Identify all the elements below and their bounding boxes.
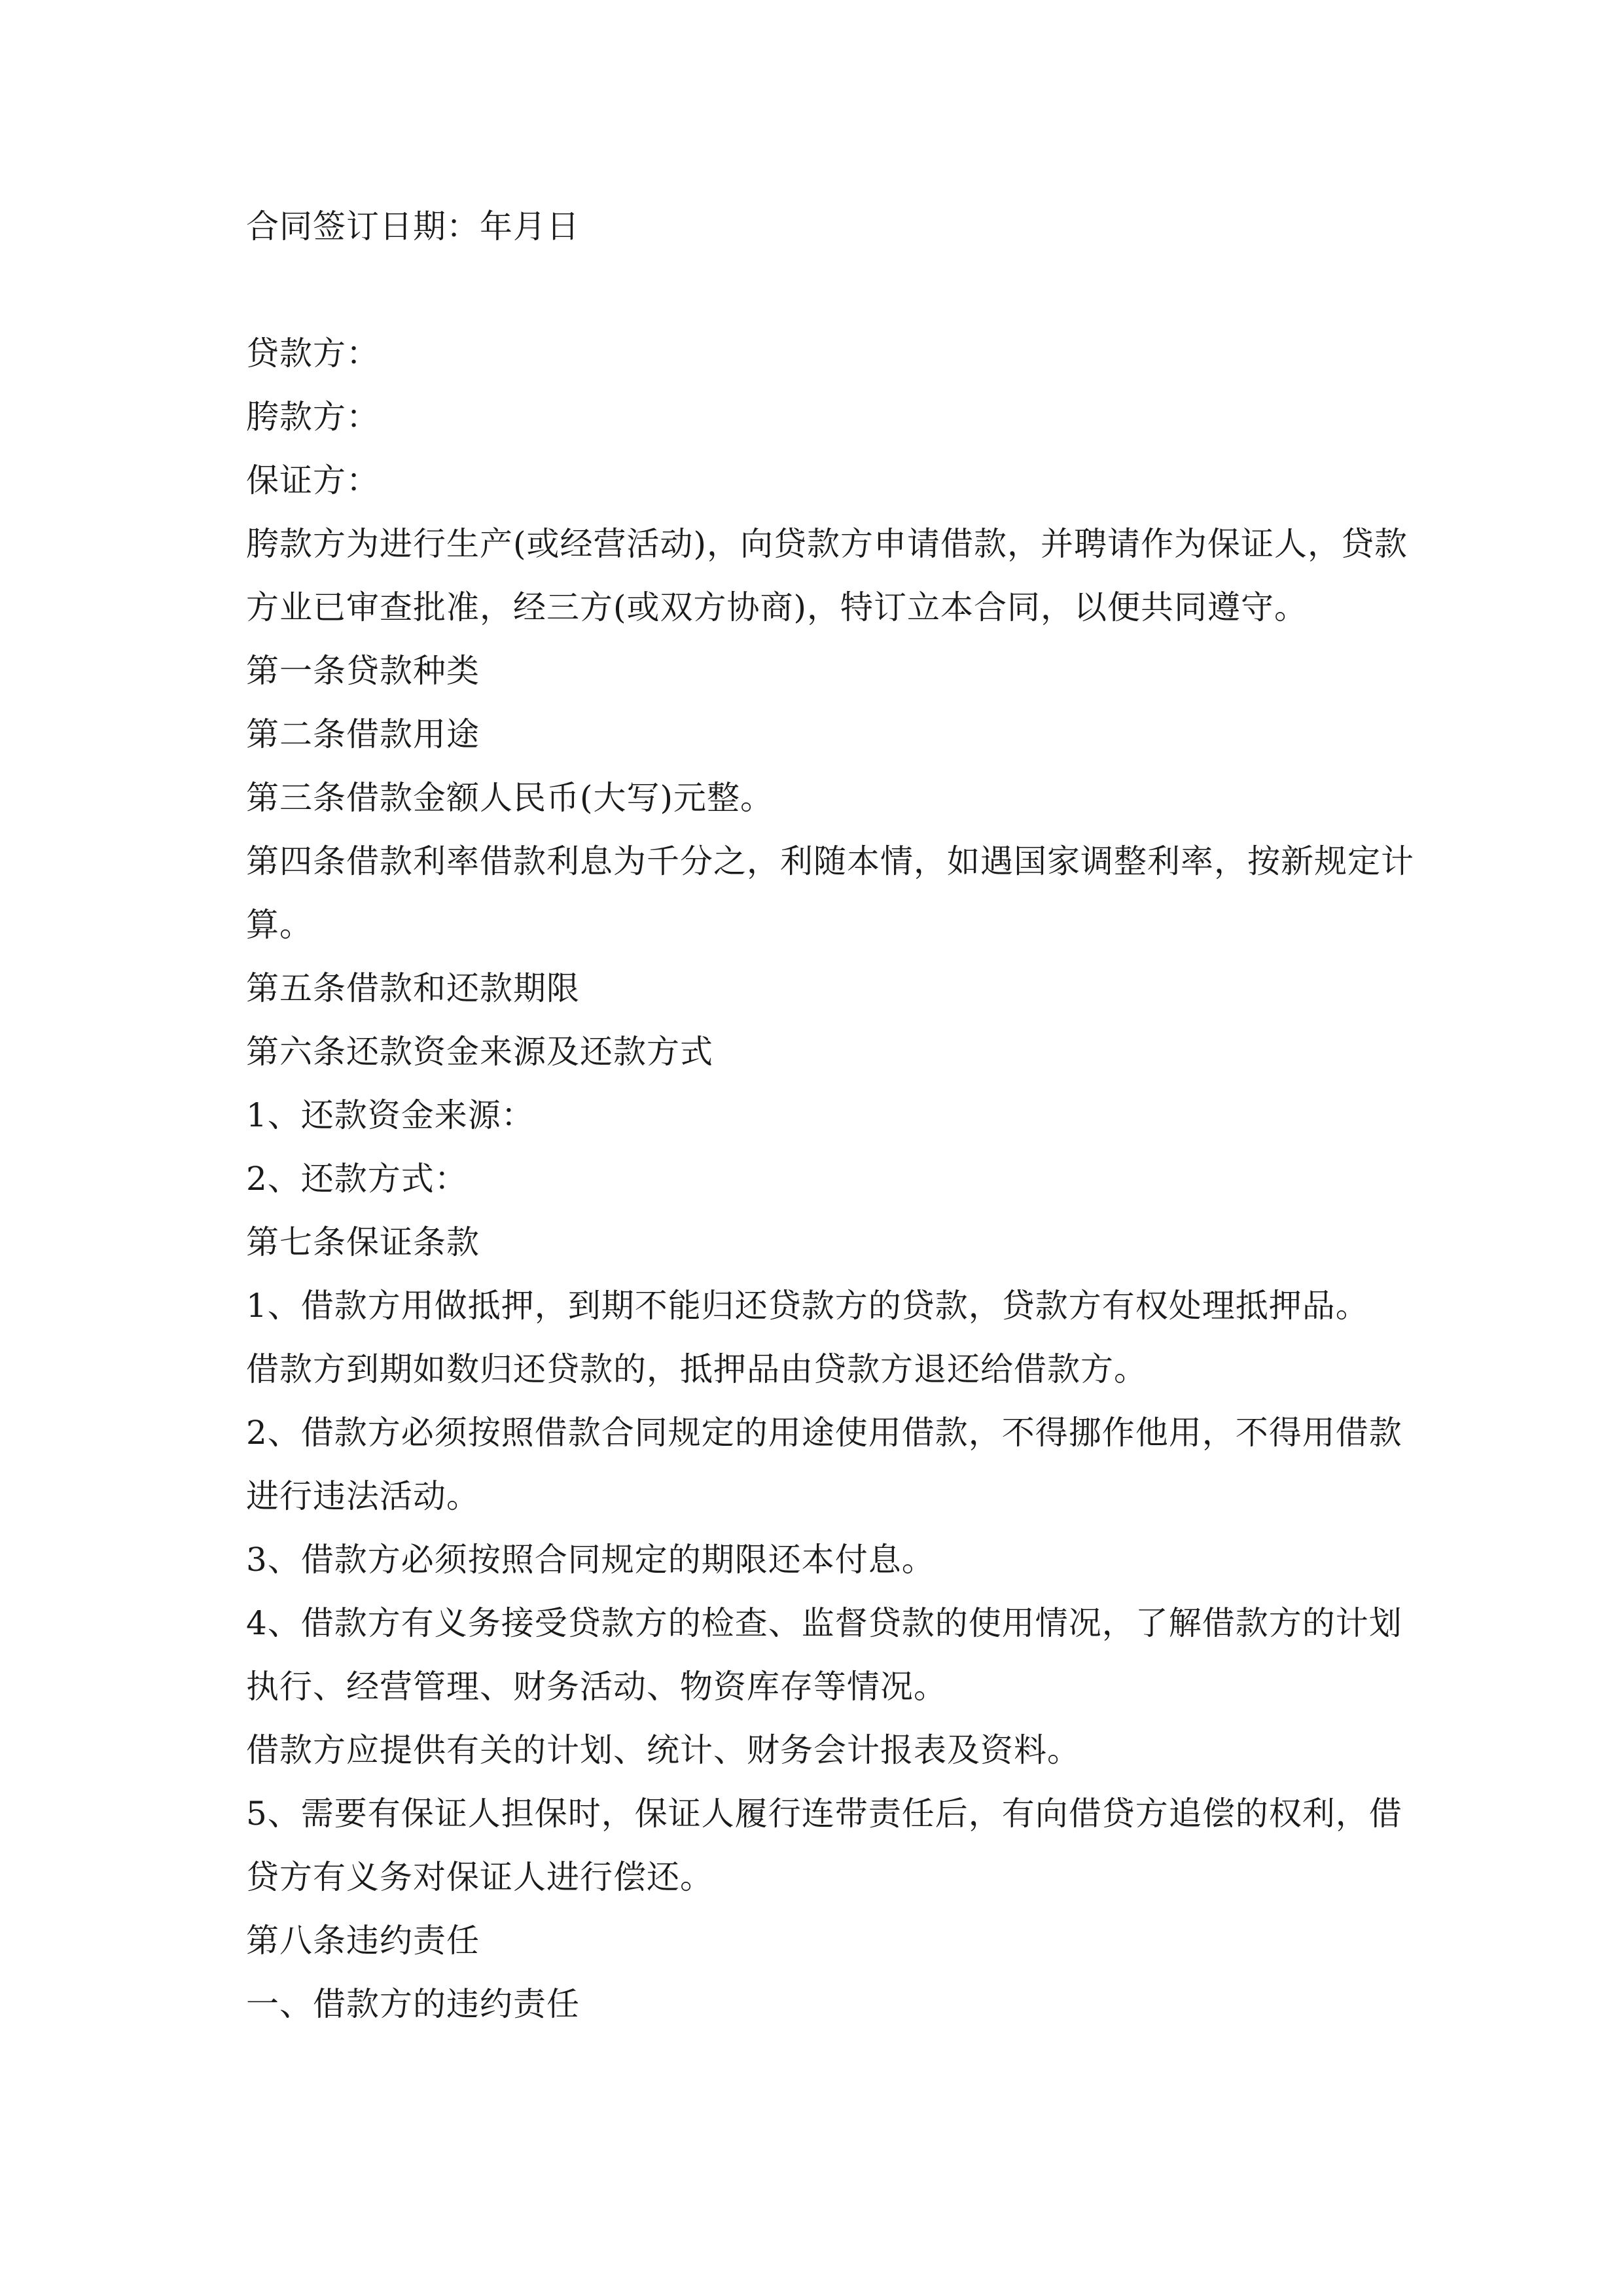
guarantor-line: 保证方： [246, 461, 380, 499]
preamble-line-1: 胯款方为进行生产(或经营活动)，向贷款方申请借款，并聘请作为保证人，贷款 [246, 525, 1408, 563]
guarantee-item-1-line-1: 1、借款方用做抵押，到期不能归还贷款方的贷款，贷款方有权处理抵押品。 [246, 1287, 1369, 1325]
guarantee-item-5-line-1: 5、需要有保证人担保时，保证人履行连带责任后，有向借贷方追偿的权利，借 [246, 1795, 1402, 1833]
preamble-line-2: 方业已审查批准，经三方(或双方协商)，特订立本合同，以便共同遵守。 [246, 588, 1308, 626]
guarantee-item-1-line-2: 借款方到期如数归还贷款的，抵押品由贷款方退还给借款方。 [246, 1350, 1147, 1388]
guarantee-item-4-line-1: 4、借款方有义务接受贷款方的检查、监督贷款的使用情况，了解借款方的计划 [246, 1604, 1402, 1642]
guarantee-item-4-line-3: 借款方应提供有关的计划、统计、财务会计报表及资料。 [246, 1731, 1080, 1769]
article-1-heading: 第一条贷款种类 [246, 652, 480, 690]
article-6-heading: 第六条还款资金来源及还款方式 [246, 1033, 713, 1071]
article-7-heading: 第七条保证条款 [246, 1223, 480, 1261]
article-5-heading: 第五条借款和还款期限 [246, 969, 580, 1007]
article-4-line-2: 算。 [246, 906, 313, 944]
borrower-liability-heading: 一、借款方的违约责任 [246, 1985, 580, 2023]
repayment-source-item: 1、还款资金来源： [246, 1096, 535, 1134]
guarantee-item-3: 3、借款方必须按照合同规定的期限还本付息。 [246, 1541, 935, 1579]
article-4-line-1: 第四条借款利率借款利息为千分之，利随本情，如遇国家调整利率，按新规定计 [246, 842, 1414, 880]
guarantee-item-5-line-2: 贷方有义务对保证人进行偿还。 [246, 1858, 713, 1896]
article-3-heading: 第三条借款金额人民币(大写)元整。 [246, 779, 774, 817]
guarantee-item-2-line-1: 2、借款方必须按照借款合同规定的用途使用借款，不得挪作他用，不得用借款 [246, 1414, 1402, 1452]
guarantee-item-4-line-2: 执行、经营管理、财务活动、物资库存等情况。 [246, 1668, 947, 1706]
article-8-heading: 第八条违约责任 [246, 1922, 480, 1960]
lender-line: 贷款方： [246, 334, 380, 372]
contract-date-line: 合同签订日期：年月日 [246, 207, 580, 245]
borrower-line: 胯款方： [246, 398, 380, 436]
repayment-method-item: 2、还款方式： [246, 1160, 468, 1198]
guarantee-item-2-line-2: 进行违法活动。 [246, 1477, 480, 1515]
article-2-heading: 第二条借款用途 [246, 715, 480, 753]
